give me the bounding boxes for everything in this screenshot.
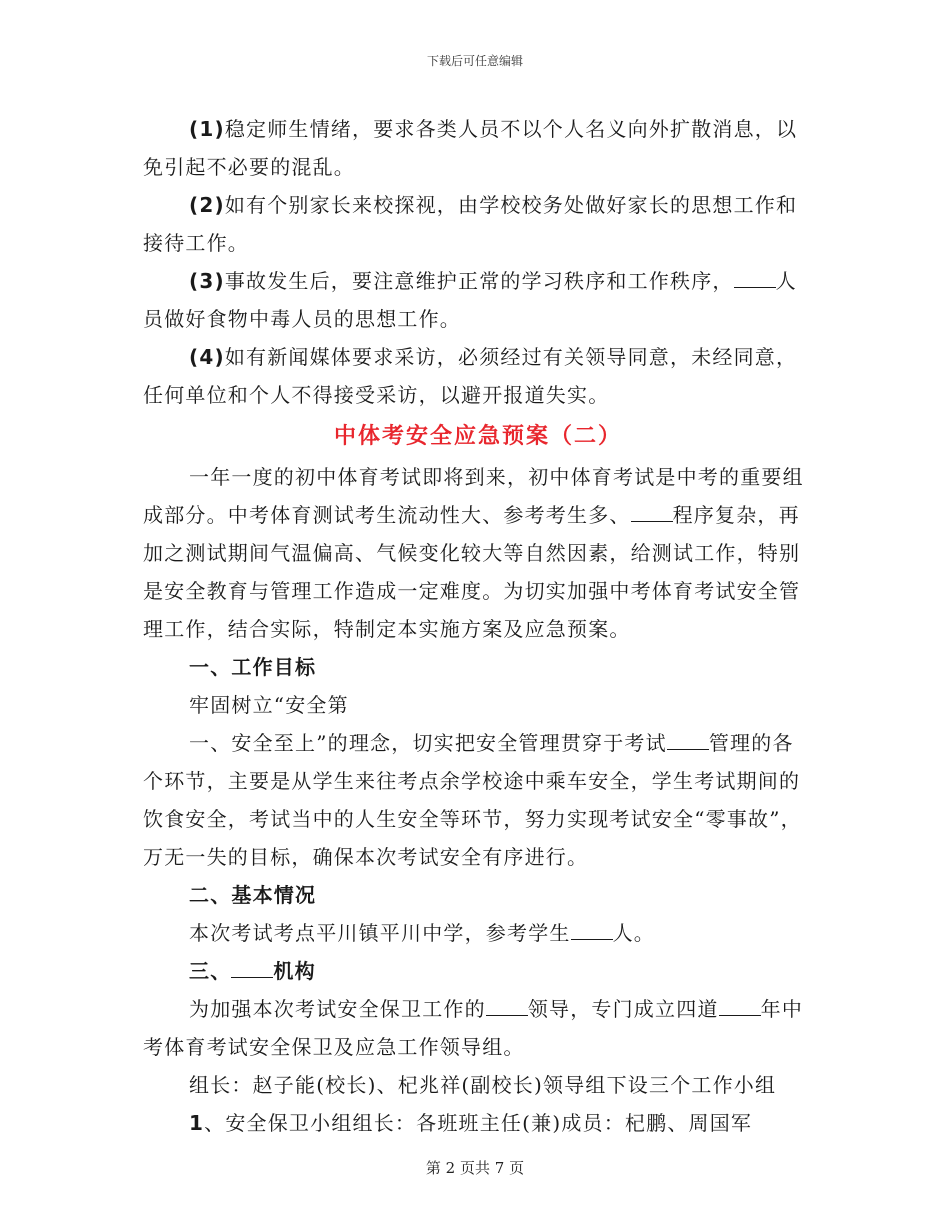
item-number: (4)	[189, 345, 225, 369]
page-header: 下载后可任意编辑	[426, 54, 523, 68]
item-text: 人员做好食物中毒人员的思想工作。	[143, 269, 797, 331]
leader-paragraph: 组长：赵子能(校长)、杞兆祥(副校长)领导组下设三个工作小组	[189, 1073, 777, 1097]
item-number: (1)	[189, 117, 225, 141]
list-item	[143, 262, 813, 338]
intro-paragraph: 一年一度的初中体育考试即将到来，初中体育考试是中考的重要组成部分。中考体育测试考生流动性大、参考考生多、 程序复杂，再加之测试期间气温偏高、气候变化较大等自然因素，给测试工作，特别是安全教育与管理工作造成一定难度。为切实加强中考体育考试安全管理工作，结合实际，特制定本实施方案及应急预案。	[143, 465, 804, 641]
goal-paragraph: 一、安全至上”的理念，切实把安全管理贯穿于考试 管理的各个环节，主要是从学生来往考点余学校途中乘车安全，学生考试期间的饮食安全，考试当中的人生安全等环节，努力实现考试安全“零事故”，万无一失的目标，确保本次考试安全有序进行。	[143, 731, 802, 869]
item-text: 稳定师生情绪，要求各类人员不以个人名义向外扩散消息，以免引起不必要的混乱。	[143, 117, 798, 179]
item-text: 如有个别家长来校探视，由学校校务处做好家长的思想工作和接待工作。	[143, 193, 798, 255]
heading-basic: 二、基本情况	[189, 883, 317, 907]
fill-blank	[486, 995, 528, 1016]
fill-blank	[667, 729, 709, 750]
heading-goal: 一、工作目标	[189, 655, 317, 679]
fill-blank	[734, 267, 776, 288]
list-item	[143, 186, 813, 262]
basic-paragraph: 本次考试考点平川镇平川中学，参考学生 人。	[189, 921, 656, 945]
fill-blank	[719, 995, 761, 1016]
page-footer: 第 2 页共 7 页	[425, 1159, 525, 1177]
item-text: 事故发生后，要注意维护正常的学习秩序和工作秩序，	[224, 269, 734, 293]
list-item	[143, 110, 813, 186]
group-paragraph: 1、安全保卫小组组长：各班班主任(兼)成员：杞鹏、周国军	[189, 1111, 753, 1135]
org-paragraph: 为加强本次考试安全保卫工作的 领导，专门成立四道 年中考体育考试安全保卫及应急工作领导组。	[143, 997, 804, 1059]
item-number: (2)	[189, 193, 225, 217]
heading-org: 三、 机构	[189, 959, 316, 983]
fill-blank	[231, 957, 273, 978]
section-title: 中体考安全应急预案（二）	[333, 423, 622, 449]
item-number: (3)	[189, 269, 225, 293]
item-text: 如有新闻媒体要求采访，必须经过有关领导同意，未经同意，任何单位和个人不得接受采访，以避开报道失实。	[143, 345, 798, 407]
document-body	[143, 110, 813, 1142]
list-item	[143, 338, 813, 414]
goal-line: 牢固树立“安全第	[189, 693, 349, 717]
fill-blank	[631, 501, 673, 522]
fill-blank	[571, 919, 613, 940]
